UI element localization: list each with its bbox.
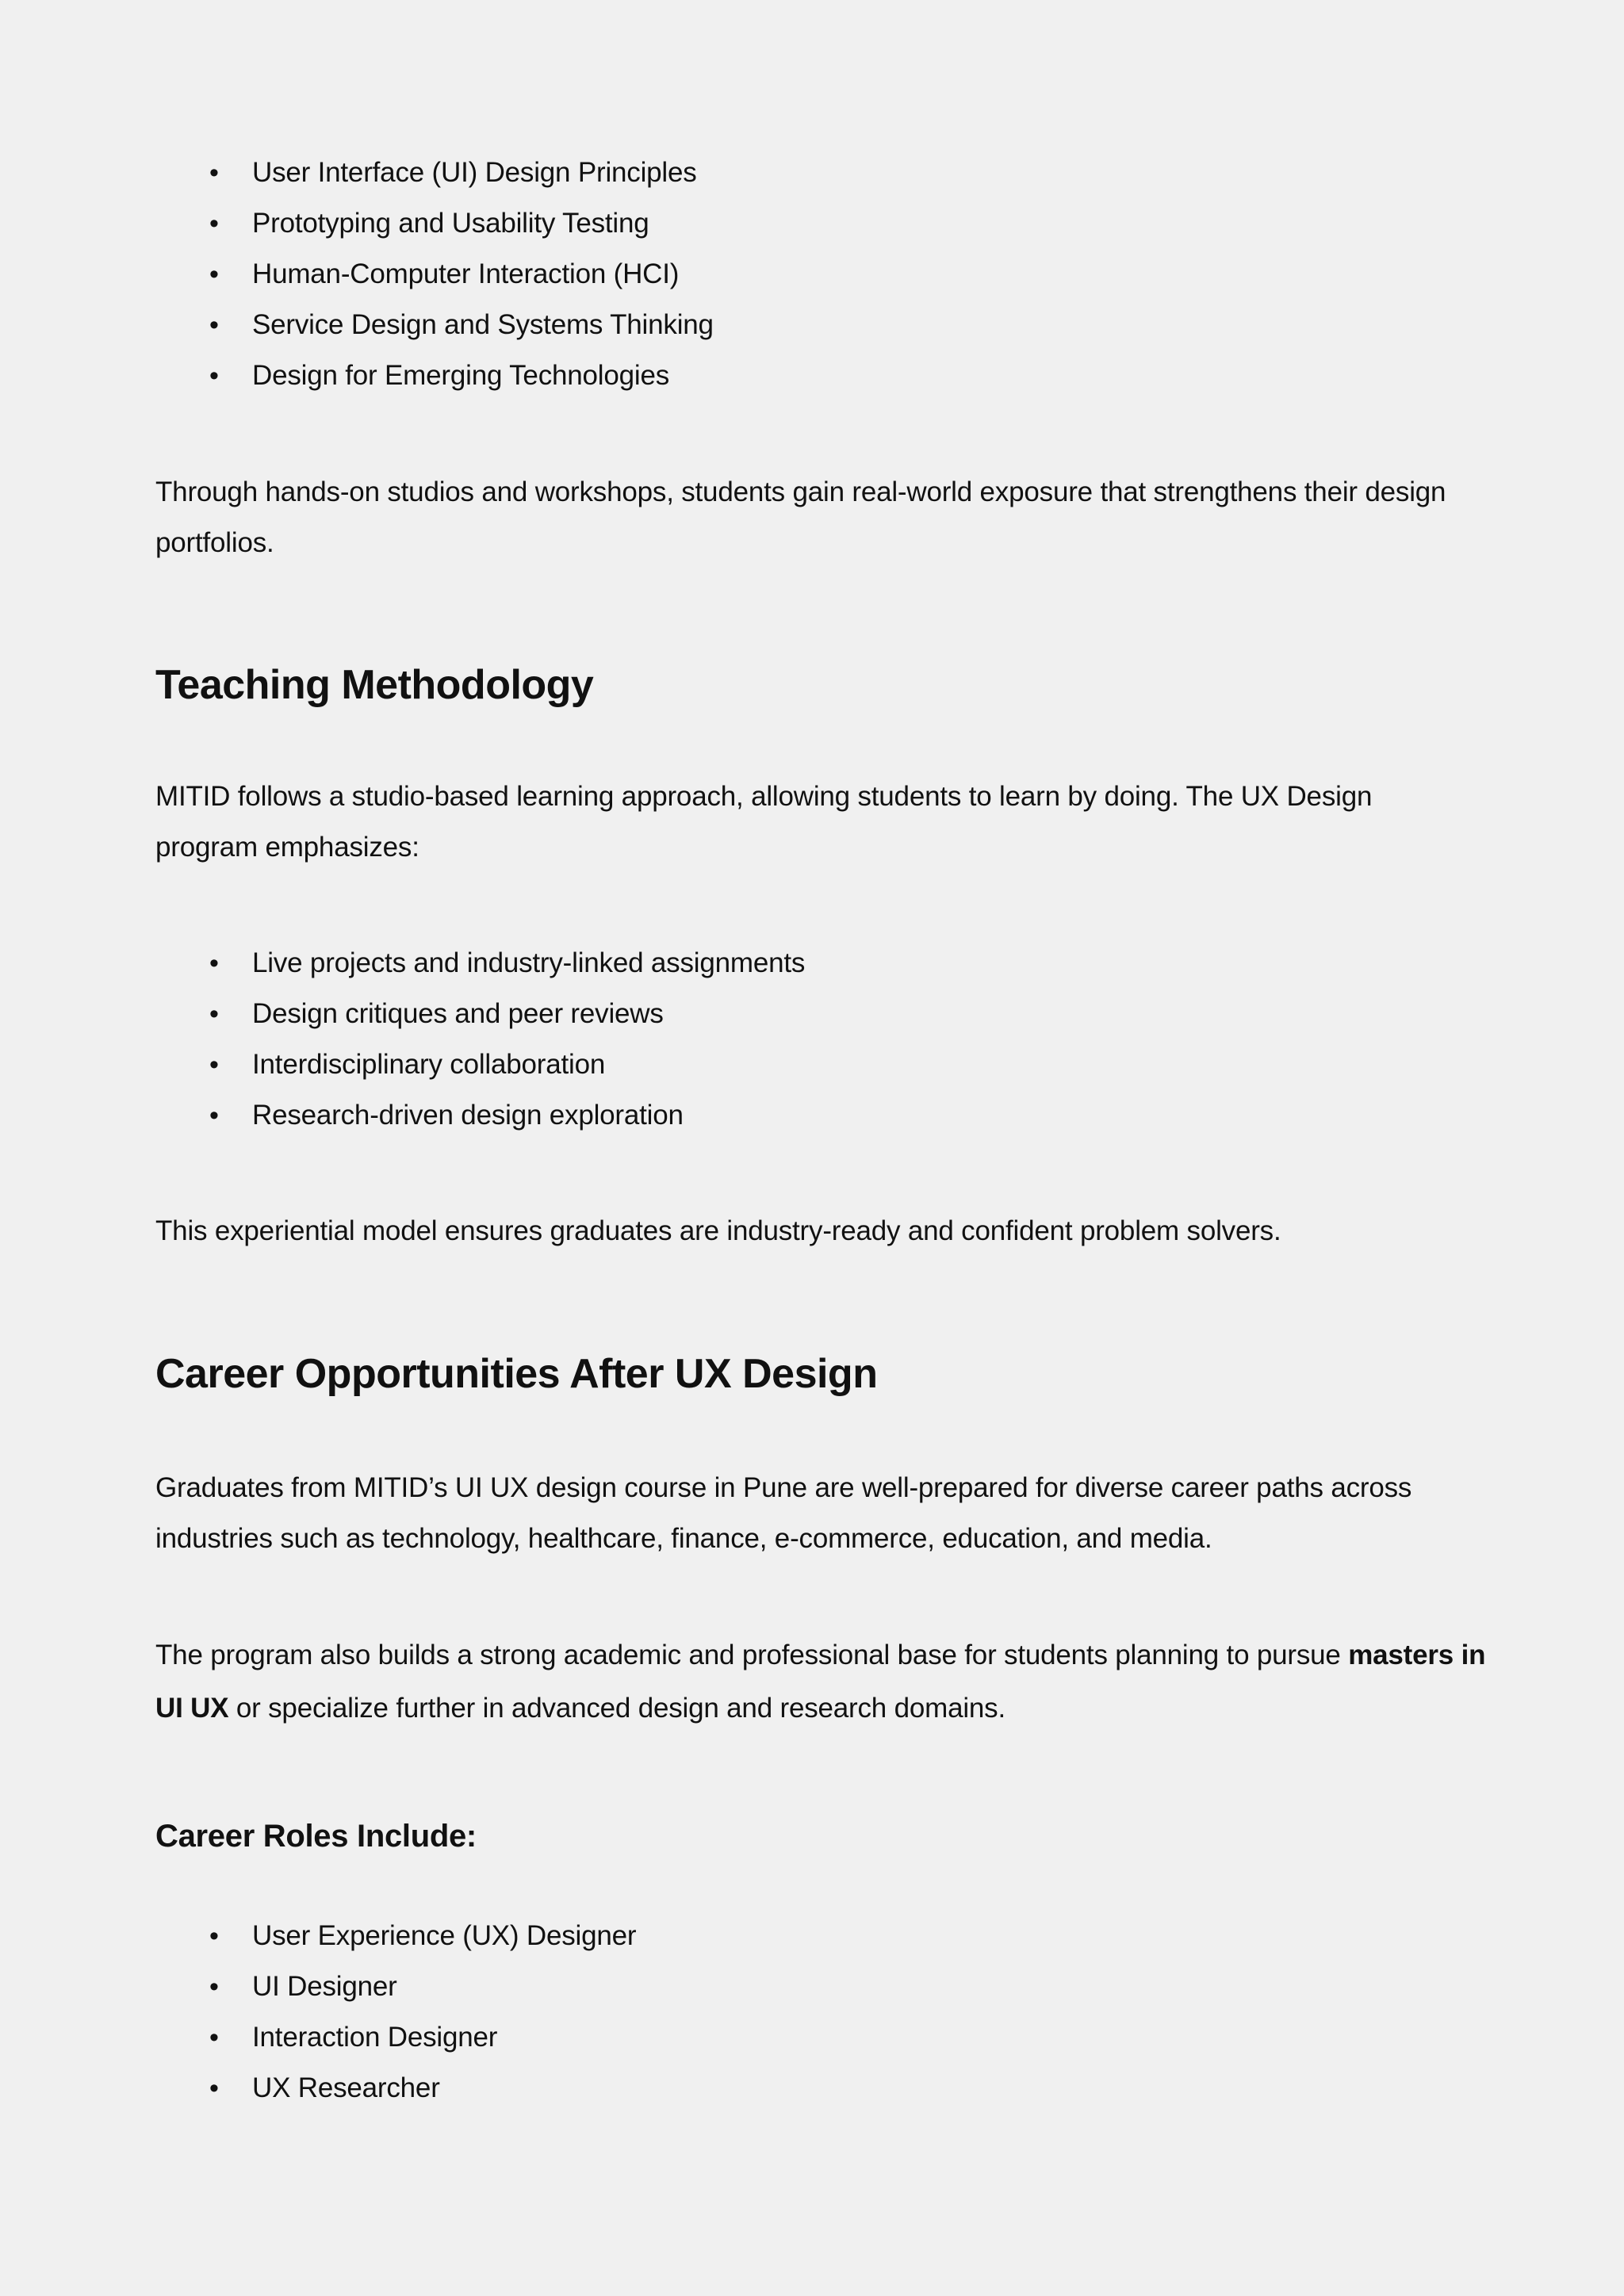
career-heading: Career Opportunities After UX Design [155, 1351, 878, 1397]
career-paragraph-2: The program also builds a strong academic and professional base for students planning to pursue masters in UI UX or specialize further in advanced design and research domains. [155, 1640, 1486, 1724]
list-item: • Service Design and Systems Thinking [155, 300, 1488, 350]
list-item: • Human-Computer Interaction (HCI) [155, 249, 1488, 300]
teaching-intro-paragraph: MITID follows a studio-based learning approach, allowing students to learn by doing. The UX Design program emphasizes: [155, 781, 1373, 863]
list-item: • Design for Emerging Technologies [155, 350, 1488, 401]
list-item: • User Experience (UX) Designer [155, 1911, 1488, 1961]
list-item: • UI Designer [155, 1961, 1488, 2012]
list-item: • Live projects and industry-linked assignments [155, 938, 1488, 989]
list-item: • Interdisciplinary collaboration [155, 1039, 1488, 1090]
teaching-closing-paragraph: This experiential model ensures graduates are industry-ready and confident problem solvers. [155, 1215, 1281, 1246]
list-item: • Interaction Designer [155, 2012, 1488, 2063]
list-item: • User Interface (UI) Design Principles [155, 147, 1488, 198]
career-paragraph-1: Graduates from MITID’s UI UX design course in Pune are well-prepared for diverse career paths across industries such as technology, healthcare, finance, e-commerce, education, and media. [155, 1472, 1412, 1554]
list-item: • Design critiques and peer reviews [155, 989, 1488, 1039]
teaching-list [155, 938, 1488, 1141]
career-roles-list [155, 1911, 1488, 2114]
curriculum-list [155, 147, 1488, 401]
career-roles-heading: Career Roles Include: [155, 1819, 477, 1854]
list-item: • Prototyping and Usability Testing [155, 198, 1488, 249]
masters-link-text: masters in UI UX [155, 1640, 1486, 1724]
studios-paragraph: Through hands-on studios and workshops, students gain real-world exposure that strengthens their design portfolios. [155, 476, 1446, 558]
list-item: • UX Researcher [155, 2063, 1488, 2114]
list-item: • Research-driven design exploration [155, 1090, 1488, 1141]
teaching-heading: Teaching Methodology [155, 662, 594, 708]
